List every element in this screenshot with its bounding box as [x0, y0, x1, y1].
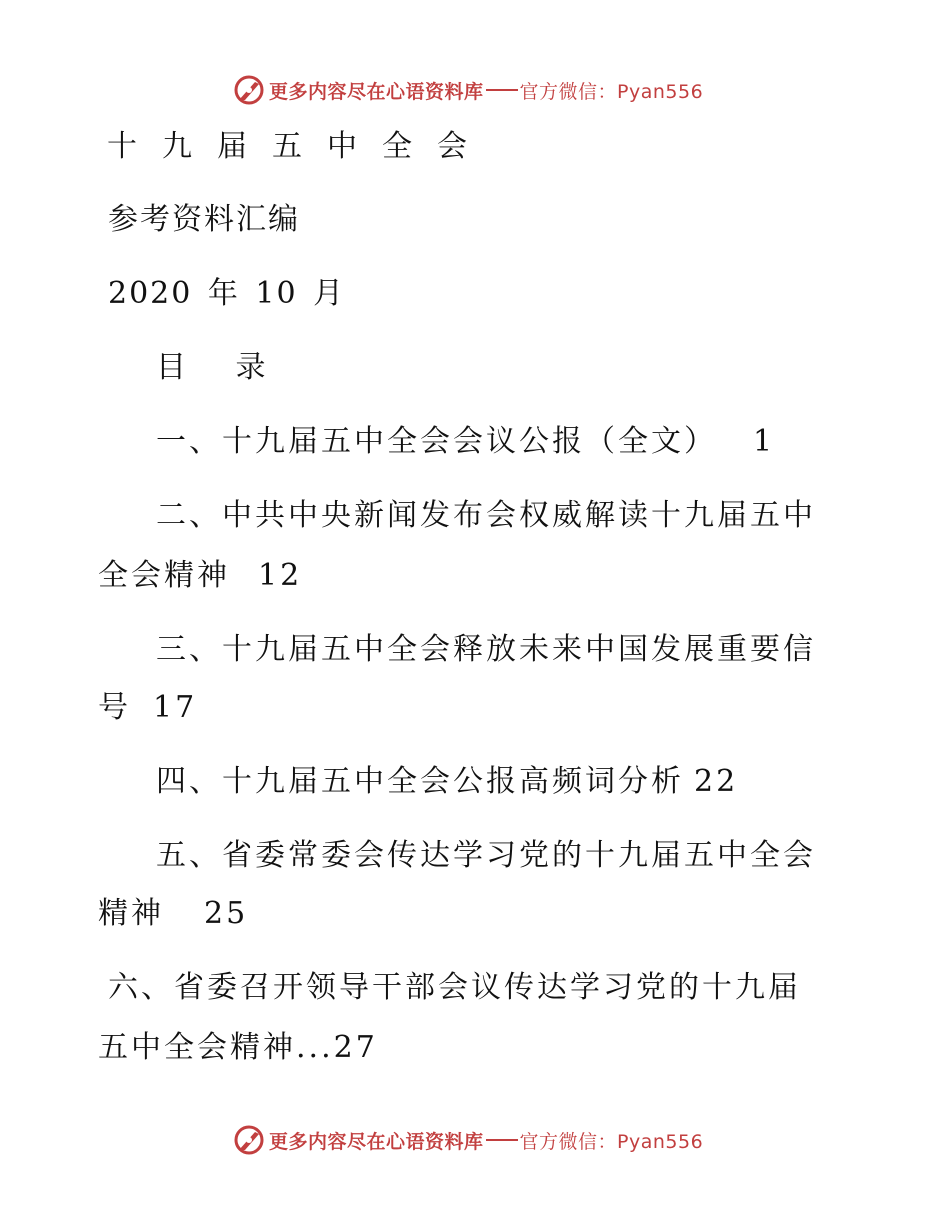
toc-item-page: 22	[694, 764, 739, 799]
toc-item-text: 五、省委常委会传达学习党的十九届五中全会	[156, 838, 816, 873]
toc-item-text: 三、十九届五中全会释放未来中国发展重要信	[156, 632, 816, 667]
toc-item	[156, 422, 775, 462]
toc-item-continuation	[98, 688, 197, 728]
toc-item-page: 25	[204, 896, 249, 931]
watermark-dash	[486, 1139, 518, 1141]
toc-item	[108, 968, 801, 1008]
document-title: 十九届五中全会	[107, 129, 492, 164]
watermark-text: 更多内容尽在心语资料库	[269, 80, 484, 103]
watermark-wechat: 官方微信：Pyan556	[519, 1130, 704, 1153]
toc-item-page: 1	[753, 424, 776, 459]
quill-pen-logo-icon	[233, 74, 265, 106]
toc-item-text: 一、十九届五中全会会议公报（全文）	[156, 424, 717, 459]
toc-item-text: 五中全会精神...	[98, 1030, 334, 1065]
toc-item-page: 12	[258, 558, 303, 593]
toc-item-text: 二、中共中央新闻发布会权威解读十九届五中	[156, 498, 816, 533]
toc-item-page: 27	[333, 1030, 378, 1065]
document-subtitle: 参考资料汇编	[108, 202, 300, 237]
toc-item-text: 四、十九届五中全会公报高频词分析	[156, 764, 684, 799]
toc-item-page: 17	[153, 690, 198, 725]
watermark-footer	[233, 1122, 703, 1158]
watermark-text: 更多内容尽在心语资料库	[269, 1130, 484, 1153]
toc-item-text: 全会精神	[98, 558, 230, 593]
toc-item-text: 六、省委召开领导干部会议传达学习党的十九届	[108, 970, 801, 1005]
watermark-header	[233, 72, 703, 108]
watermark-dash	[486, 89, 518, 91]
toc-heading: 目 录	[156, 350, 286, 385]
toc-item-continuation	[98, 894, 248, 934]
toc-item	[156, 630, 816, 670]
document-date: 2020 年 10 月	[108, 276, 346, 311]
toc-item	[156, 496, 816, 536]
toc-item-text: 号	[98, 690, 131, 725]
toc-item-text: 精神	[98, 896, 164, 931]
toc-item-continuation	[98, 556, 302, 596]
toc-item-continuation	[98, 1028, 378, 1068]
quill-pen-logo-icon	[233, 1124, 265, 1156]
toc-item	[156, 836, 816, 876]
toc-item	[156, 762, 738, 802]
watermark-wechat: 官方微信：Pyan556	[519, 80, 704, 103]
